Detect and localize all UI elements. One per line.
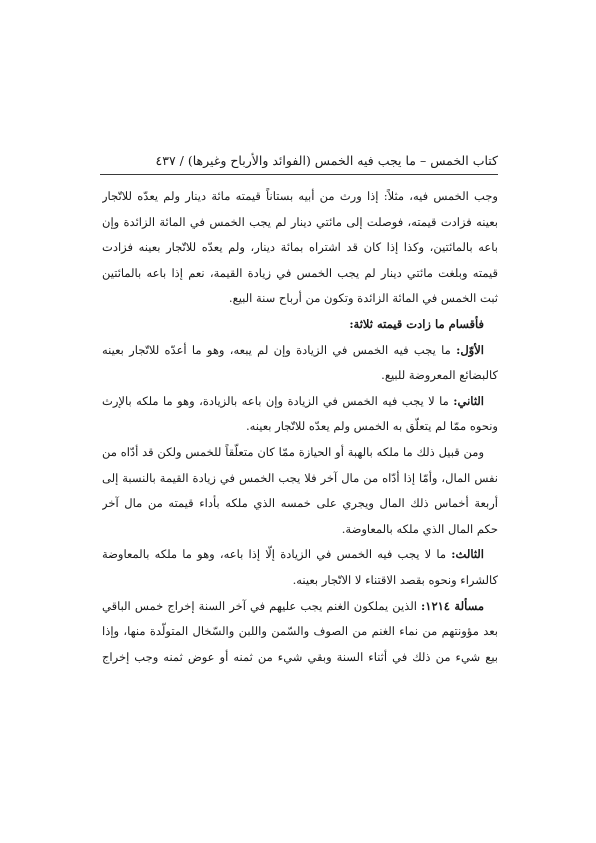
running-header [102,152,498,170]
paragraph-lead: الأوّل: [456,342,484,357]
header-rule [100,174,498,175]
paragraph-lead: الثاني: [453,393,484,408]
page-body [102,184,498,670]
text-line: وجب الخمس فيه، مثلاً: إذا ورث من أبيه بستاناً قيمته مائة دينار ولم يعدّه للاتّجار [102,189,498,203]
text-line: بعد مؤونتهم من نماء الغنم من الصوف والسّمن واللبن والسّخال المتولّدة منها، وإذا [102,624,498,639]
text-line: أربعة أخماس ذلك المال ويجري على خمسه الذي ملكه بأداء قيمته من مال آخر [102,496,498,511]
text-line: كالبضائع المعروضة للبيع. [381,368,498,383]
paragraph-lead: الثالث: [451,547,484,562]
paragraph-lead: مسألة ١٢١٤: [421,598,484,613]
text-line: الثاني: ما لا يجب فيه الخمس في الزيادة وإن باعه بالزيادة، وهو ما ملكه بالإرث [102,393,484,408]
header-separator: / [175,153,184,168]
section-heading: فأقسام ما زادت قيمته ثلاثة: [349,316,484,331]
text-line: ونحوه ممّا لم يتعلّق به الخمس ولم يعدّه للاتّجار بعينه. [245,419,498,434]
text-line: نفس المال، وأمّا إذا أدّاه من مال آخر فلا يجب الخمس في زيادة القيمة بالنسبة إلى [102,470,498,485]
text-line: ومن قبيل ذلك ما ملكه بالهبة أو الحيازة ممّا كان متعلّقاً للخمس ولكن قد أدّاه من [102,444,484,459]
text-line: بيع شيء من ذلك في أثناء السنة وبقي شيء من ثمنه أو عوض ثمنه وجب إخراج [102,649,498,664]
text-line: ثبت الخمس في المائة الزائدة وتكون من أرباح سنة البيع. [228,291,498,306]
page-number: ٤٣٧ [155,153,176,168]
text-line: الثالث: ما لا يجب فيه الخمس في الزيادة إلّا إذا باعه، وهو ما ملكه بالمعاوضة [102,547,484,562]
header-title: كتاب الخمس – ما يجب فيه الخمس (الفوائد والأرباح وغيرها) [187,153,498,168]
text-line: حكم المال الذي ملكه بالمعاوضة. [341,521,498,536]
text-line: كالشراء ونحوه بقصد الاقتناء لا الاتّجار بعينه. [292,572,498,587]
text-line: مسألة ١٢١٤: الذين يملكون الغنم يجب عليهم في آخر السنة إخراج خمس الباقي [102,598,484,613]
text-line: باعه بالمائتين، وكذا إذا كان قد اشتراه بمائة دينار، ولم يعدّه للاتّجار بعينه فزادت [102,240,498,255]
text-line: قيمته وبلغت مائتي دينار لم يجب الخمس في زيادة القيمة، نعم إذا باعه بالمائتين [102,265,498,280]
text-line: بعينه فزادت قيمته، فوصلت إلى مائتي دينار لم يجب الخمس في المائة الزائدة وإن [102,214,498,229]
text-line: الأوّل: ما يجب فيه الخمس في الزيادة وإن لم يبعه، وهو ما أعدّه للاتّجار بعينه [102,342,484,357]
